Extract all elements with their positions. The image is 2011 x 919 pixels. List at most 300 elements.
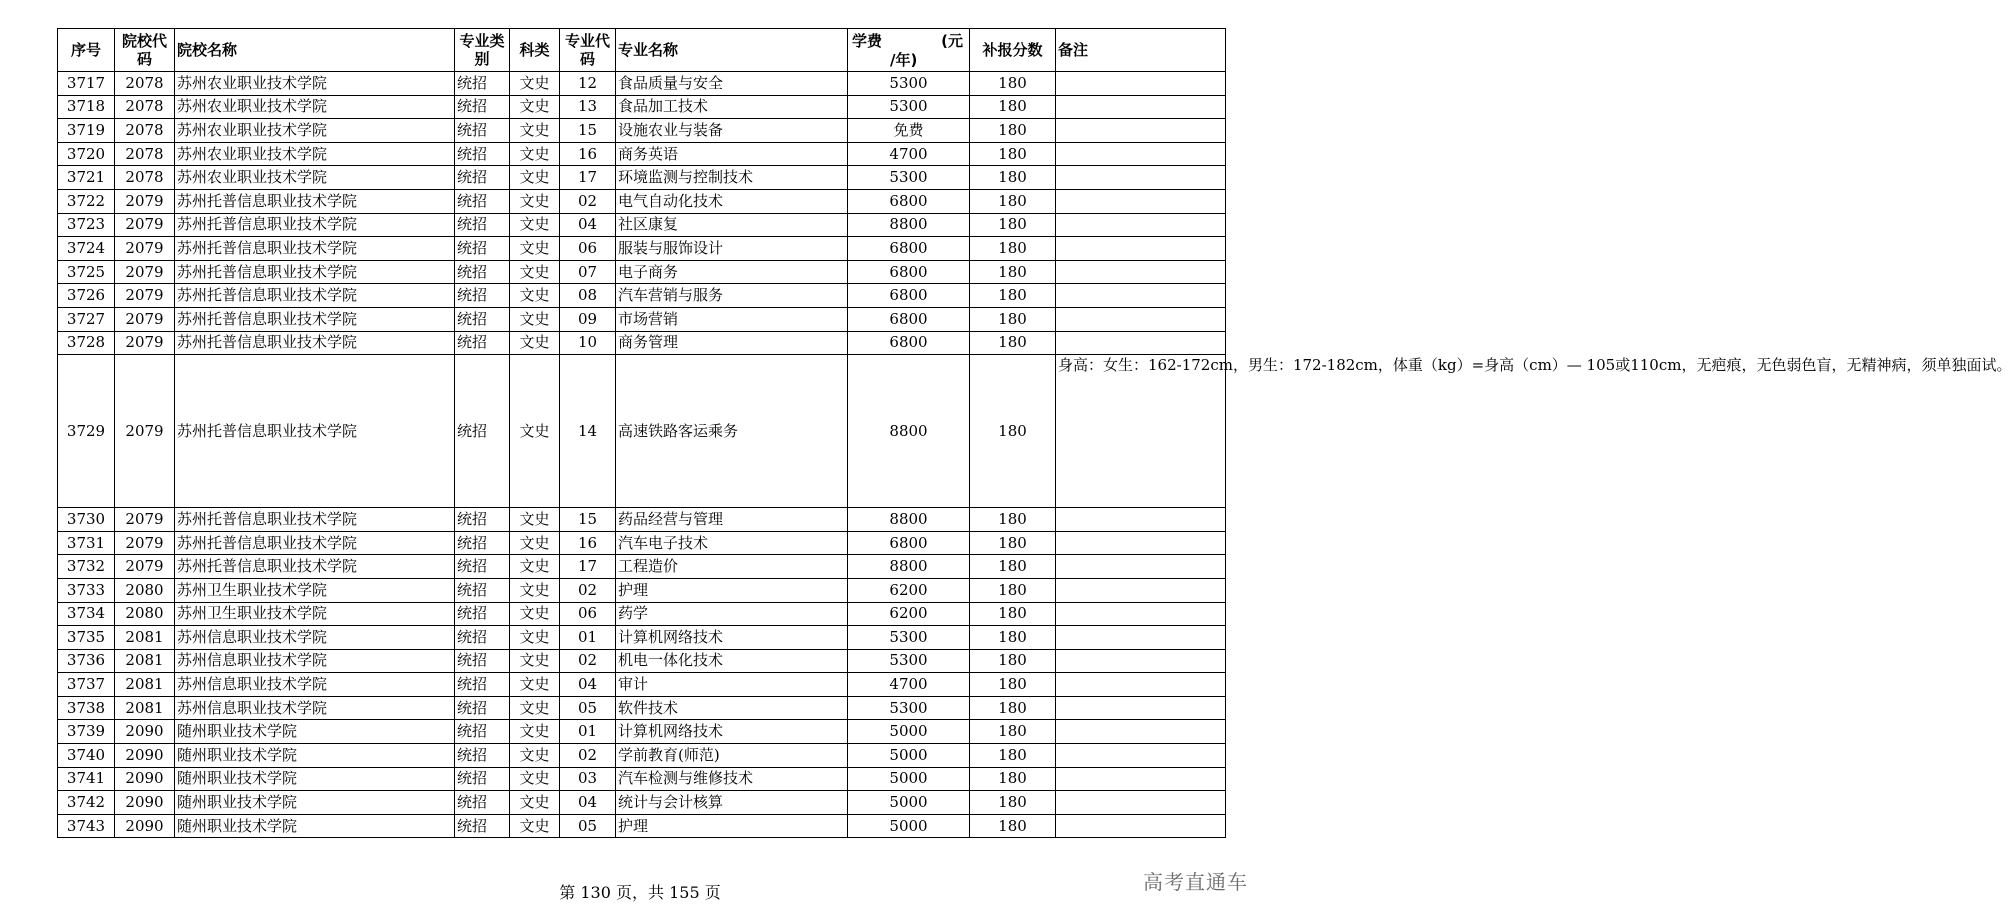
cell-note [1056,791,1226,815]
cell-school-name: 随州职业技术学院 [175,744,455,768]
cell-subject: 文史 [510,189,560,213]
cell-fee: 8800 [848,555,970,579]
cell-school-code: 2090 [115,767,175,791]
cell-school-code: 2090 [115,720,175,744]
cell-note [1056,508,1226,532]
table-row [58,767,1226,791]
cell-major-code: 03 [560,767,616,791]
table-row [58,696,1226,720]
cell-subject: 文史 [510,814,560,838]
cell-note [1056,189,1226,213]
cell-score: 180 [970,307,1056,331]
cell-seq: 3720 [58,142,115,166]
cell-note [1056,213,1226,237]
cell-major-name: 护理 [616,578,848,602]
cell-fee: 5000 [848,720,970,744]
cell-major-code: 17 [560,555,616,579]
cell-school-code: 2080 [115,578,175,602]
cell-note [1056,119,1226,143]
cell-school-name: 苏州信息职业技术学院 [175,649,455,673]
table-row [58,814,1226,838]
cell-school-code: 2078 [115,95,175,119]
cell-school-name: 苏州托普信息职业技术学院 [175,355,455,508]
cell-seq: 3739 [58,720,115,744]
cell-major-code: 02 [560,578,616,602]
cell-subject: 文史 [510,720,560,744]
cell-fee: 5000 [848,791,970,815]
header-seq: 序号 [58,29,115,72]
cell-score: 180 [970,508,1056,532]
cell-major-name: 机电一体化技术 [616,649,848,673]
header-school-code-text: 院校代码 [121,32,167,68]
cell-school-code: 2081 [115,696,175,720]
cell-subject: 文史 [510,307,560,331]
cell-subject: 文史 [510,72,560,96]
cell-major-name: 食品质量与安全 [616,72,848,96]
cell-note [1056,331,1226,355]
table-row [58,649,1226,673]
table-row [58,331,1226,355]
cell-subject: 文史 [510,602,560,626]
cell-school-name: 苏州信息职业技术学院 [175,673,455,697]
cell-seq: 3740 [58,744,115,768]
cell-major-name: 食品加工技术 [616,95,848,119]
cell-major-type: 统招 [455,355,510,508]
cell-subject: 文史 [510,260,560,284]
cell-school-code: 2081 [115,649,175,673]
table-row [58,626,1226,650]
cell-subject: 文史 [510,791,560,815]
header-subject: 科类 [510,29,560,72]
cell-major-name: 计算机网络技术 [616,626,848,650]
cell-school-name: 苏州农业职业技术学院 [175,72,455,96]
cell-fee: 4700 [848,673,970,697]
cell-major-code: 12 [560,72,616,96]
cell-score: 180 [970,649,1056,673]
watermark: 高考直通车 [1143,870,1248,894]
header-major-code [560,29,616,72]
header-fee [848,29,970,72]
cell-school-name: 苏州卫生职业技术学院 [175,578,455,602]
cell-major-name: 设施农业与装备 [616,119,848,143]
cell-major-code: 05 [560,696,616,720]
cell-score: 180 [970,95,1056,119]
cell-school-name: 苏州托普信息职业技术学院 [175,331,455,355]
cell-score: 180 [970,166,1056,190]
cell-note [1056,531,1226,555]
cell-school-name: 苏州托普信息职业技术学院 [175,555,455,579]
cell-score: 180 [970,626,1056,650]
cell-fee: 5300 [848,72,970,96]
cell-major-type: 统招 [455,814,510,838]
cell-score: 180 [970,119,1056,143]
cell-school-name: 苏州托普信息职业技术学院 [175,307,455,331]
cell-seq: 3741 [58,767,115,791]
table-row [58,602,1226,626]
cell-major-code: 09 [560,307,616,331]
cell-score: 180 [970,284,1056,308]
cell-note [1056,814,1226,838]
cell-major-type: 统招 [455,142,510,166]
cell-major-type: 统招 [455,95,510,119]
cell-note [1056,649,1226,673]
cell-major-name: 电子商务 [616,260,848,284]
cell-seq: 3736 [58,649,115,673]
cell-school-code: 2079 [115,237,175,261]
cell-seq: 3735 [58,626,115,650]
cell-major-name: 高速铁路客运乘务 [616,355,848,508]
cell-major-type: 统招 [455,166,510,190]
cell-major-code: 04 [560,673,616,697]
cell-major-type: 统招 [455,626,510,650]
cell-school-name: 苏州农业职业技术学院 [175,166,455,190]
cell-school-code: 2090 [115,814,175,838]
cell-major-code: 01 [560,626,616,650]
cell-major-code: 08 [560,284,616,308]
cell-school-name: 随州职业技术学院 [175,791,455,815]
cell-major-code: 14 [560,355,616,508]
table-row [58,119,1226,143]
cell-seq: 3725 [58,260,115,284]
cell-major-code: 17 [560,166,616,190]
table-row [58,720,1226,744]
table-row [58,791,1226,815]
cell-major-name: 汽车营销与服务 [616,284,848,308]
header-major-code-text: 专业代码 [564,32,610,68]
table-row [58,555,1226,579]
cell-major-type: 统招 [455,602,510,626]
table-row [58,531,1226,555]
cell-major-name: 电气自动化技术 [616,189,848,213]
cell-school-name: 随州职业技术学院 [175,720,455,744]
cell-major-type: 统招 [455,307,510,331]
cell-fee: 8800 [848,508,970,532]
cell-note [1056,284,1226,308]
cell-school-name: 随州职业技术学院 [175,767,455,791]
cell-major-name: 商务英语 [616,142,848,166]
cell-score: 180 [970,213,1056,237]
cell-seq: 3717 [58,72,115,96]
cell-fee: 8800 [848,213,970,237]
header-school-name: 院校名称 [175,29,455,72]
cell-school-code: 2078 [115,72,175,96]
header-fee-label: 学费 [852,32,883,50]
cell-seq: 3726 [58,284,115,308]
cell-fee: 免费 [848,119,970,143]
cell-fee: 6800 [848,531,970,555]
cell-note [1056,578,1226,602]
cell-major-name: 环境监测与控制技术 [616,166,848,190]
cell-note [1056,673,1226,697]
cell-note [1056,307,1226,331]
cell-major-name: 药学 [616,602,848,626]
cell-school-code: 2079 [115,555,175,579]
cell-score: 180 [970,355,1056,508]
cell-note [1056,555,1226,579]
page-footer: 第 130 页，共 155 页 [559,883,721,902]
cell-note: 身高：女生：162-172cm，男生：172-182cm，体重（kg）=身高（cm）— 105或110cm，无疤痕，无色弱色盲，无精神病，须单独面试。 [1056,355,1226,508]
cell-fee: 6200 [848,602,970,626]
cell-school-code: 2081 [115,626,175,650]
cell-major-code: 13 [560,95,616,119]
cell-school-code: 2078 [115,142,175,166]
cell-subject: 文史 [510,531,560,555]
cell-seq: 3734 [58,602,115,626]
cell-school-code: 2081 [115,673,175,697]
cell-seq: 3737 [58,673,115,697]
cell-score: 180 [970,260,1056,284]
header-major-name: 专业名称 [616,29,848,72]
cell-seq: 3722 [58,189,115,213]
cell-major-type: 统招 [455,673,510,697]
cell-school-code: 2079 [115,260,175,284]
header-note: 备注 [1056,29,1226,72]
cell-school-name: 苏州农业职业技术学院 [175,142,455,166]
cell-seq: 3743 [58,814,115,838]
cell-school-name: 苏州卫生职业技术学院 [175,602,455,626]
cell-fee: 5300 [848,166,970,190]
cell-subject: 文史 [510,673,560,697]
cell-major-name: 汽车电子技术 [616,531,848,555]
cell-subject: 文史 [510,142,560,166]
cell-subject: 文史 [510,213,560,237]
cell-fee: 5000 [848,767,970,791]
cell-subject: 文史 [510,237,560,261]
cell-score: 180 [970,814,1056,838]
cell-school-code: 2079 [115,355,175,508]
cell-school-name: 苏州托普信息职业技术学院 [175,284,455,308]
cell-note [1056,260,1226,284]
cell-subject: 文史 [510,119,560,143]
table-row [58,355,1226,508]
cell-major-code: 04 [560,213,616,237]
cell-seq: 3721 [58,166,115,190]
cell-score: 180 [970,673,1056,697]
cell-major-name: 统计与会计核算 [616,791,848,815]
cell-school-code: 2078 [115,166,175,190]
cell-fee: 5000 [848,814,970,838]
cell-school-code: 2079 [115,531,175,555]
cell-major-name: 学前教育(师范) [616,744,848,768]
cell-subject: 文史 [510,166,560,190]
cell-note [1056,720,1226,744]
cell-major-name: 市场营销 [616,307,848,331]
cell-major-code: 16 [560,531,616,555]
cell-score: 180 [970,531,1056,555]
cell-subject: 文史 [510,767,560,791]
cell-score: 180 [970,237,1056,261]
header-fee-period: /年) [890,51,918,69]
cell-score: 180 [970,578,1056,602]
cell-seq: 3732 [58,555,115,579]
cell-subject: 文史 [510,744,560,768]
cell-school-name: 苏州托普信息职业技术学院 [175,189,455,213]
cell-seq: 3731 [58,531,115,555]
cell-score: 180 [970,767,1056,791]
cell-major-code: 06 [560,602,616,626]
cell-score: 180 [970,744,1056,768]
cell-major-type: 统招 [455,531,510,555]
cell-subject: 文史 [510,95,560,119]
cell-score: 180 [970,142,1056,166]
table-row [58,142,1226,166]
cell-school-name: 苏州托普信息职业技术学院 [175,508,455,532]
cell-school-code: 2078 [115,119,175,143]
table-row [58,72,1226,96]
cell-major-type: 统招 [455,189,510,213]
cell-fee: 8800 [848,355,970,508]
cell-score: 180 [970,189,1056,213]
cell-score: 180 [970,720,1056,744]
header-major-type-text: 专业类别 [459,32,505,68]
cell-note [1056,744,1226,768]
cell-school-code: 2080 [115,602,175,626]
cell-fee: 6800 [848,331,970,355]
cell-school-code: 2079 [115,508,175,532]
cell-score: 180 [970,72,1056,96]
table-row [58,213,1226,237]
cell-school-name: 苏州托普信息职业技术学院 [175,260,455,284]
cell-school-code: 2090 [115,791,175,815]
cell-major-type: 统招 [455,791,510,815]
cell-school-name: 苏州托普信息职业技术学院 [175,531,455,555]
cell-note [1056,142,1226,166]
cell-subject: 文史 [510,284,560,308]
cell-subject: 文史 [510,355,560,508]
cell-major-name: 护理 [616,814,848,838]
cell-major-name: 汽车检测与维修技术 [616,767,848,791]
cell-major-code: 01 [560,720,616,744]
cell-note [1056,626,1226,650]
cell-school-name: 苏州托普信息职业技术学院 [175,237,455,261]
cell-major-code: 07 [560,260,616,284]
header-fee-unit: (元 [941,32,963,50]
cell-major-name: 审计 [616,673,848,697]
cell-major-type: 统招 [455,284,510,308]
cell-major-type: 统招 [455,555,510,579]
cell-major-code: 02 [560,744,616,768]
cell-seq: 3724 [58,237,115,261]
cell-seq: 3728 [58,331,115,355]
table-row [58,307,1226,331]
cell-major-type: 统招 [455,260,510,284]
cell-major-type: 统招 [455,767,510,791]
cell-school-code: 2079 [115,307,175,331]
cell-fee: 6200 [848,578,970,602]
cell-seq: 3719 [58,119,115,143]
cell-major-name: 商务管理 [616,331,848,355]
cell-seq: 3718 [58,95,115,119]
table-row [58,744,1226,768]
header-school-code [115,29,175,72]
cell-subject: 文史 [510,626,560,650]
cell-major-type: 统招 [455,720,510,744]
cell-subject: 文史 [510,578,560,602]
cell-subject: 文史 [510,508,560,532]
cell-major-type: 统招 [455,744,510,768]
table-row [58,508,1226,532]
cell-major-name: 社区康复 [616,213,848,237]
cell-subject: 文史 [510,331,560,355]
cell-major-name: 服装与服饰设计 [616,237,848,261]
header-score: 补报分数 [970,29,1056,72]
cell-major-type: 统招 [455,119,510,143]
cell-major-code: 16 [560,142,616,166]
cell-fee: 5300 [848,696,970,720]
cell-school-name: 苏州信息职业技术学院 [175,696,455,720]
cell-fee: 5300 [848,626,970,650]
cell-major-name: 工程造价 [616,555,848,579]
cell-note [1056,95,1226,119]
cell-major-code: 15 [560,119,616,143]
admission-table [57,28,2011,838]
cell-school-code: 2079 [115,213,175,237]
cell-major-type: 统招 [455,696,510,720]
cell-major-code: 05 [560,814,616,838]
cell-score: 180 [970,602,1056,626]
cell-major-name: 药品经营与管理 [616,508,848,532]
cell-subject: 文史 [510,649,560,673]
cell-major-type: 统招 [455,213,510,237]
cell-note [1056,166,1226,190]
cell-note [1056,237,1226,261]
cell-major-code: 04 [560,791,616,815]
cell-note [1056,72,1226,96]
cell-fee: 6800 [848,260,970,284]
cell-school-code: 2090 [115,744,175,768]
cell-seq: 3742 [58,791,115,815]
cell-score: 180 [970,791,1056,815]
cell-major-name: 计算机网络技术 [616,720,848,744]
table-row [58,95,1226,119]
cell-seq: 3727 [58,307,115,331]
cell-fee: 4700 [848,142,970,166]
cell-score: 180 [970,555,1056,579]
cell-major-type: 统招 [455,508,510,532]
cell-seq: 3738 [58,696,115,720]
table-row [58,189,1226,213]
cell-major-code: 10 [560,331,616,355]
cell-school-name: 随州职业技术学院 [175,814,455,838]
cell-fee: 5300 [848,649,970,673]
cell-fee: 6800 [848,189,970,213]
cell-note [1056,696,1226,720]
header-row [58,29,1226,72]
cell-school-code: 2079 [115,284,175,308]
cell-fee: 6800 [848,237,970,261]
cell-subject: 文史 [510,696,560,720]
cell-major-code: 15 [560,508,616,532]
cell-seq: 3733 [58,578,115,602]
table-row [58,673,1226,697]
cell-note [1056,602,1226,626]
cell-school-name: 苏州信息职业技术学院 [175,626,455,650]
cell-fee: 5300 [848,95,970,119]
cell-major-code: 02 [560,189,616,213]
cell-school-name: 苏州托普信息职业技术学院 [175,213,455,237]
table-row [58,578,1226,602]
cell-subject: 文史 [510,555,560,579]
cell-seq: 3730 [58,508,115,532]
cell-seq: 3723 [58,213,115,237]
cell-fee: 6800 [848,284,970,308]
table-row [58,284,1226,308]
table-row [58,260,1226,284]
cell-major-type: 统招 [455,331,510,355]
cell-major-type: 统招 [455,72,510,96]
cell-major-code: 06 [560,237,616,261]
cell-fee: 6800 [848,307,970,331]
